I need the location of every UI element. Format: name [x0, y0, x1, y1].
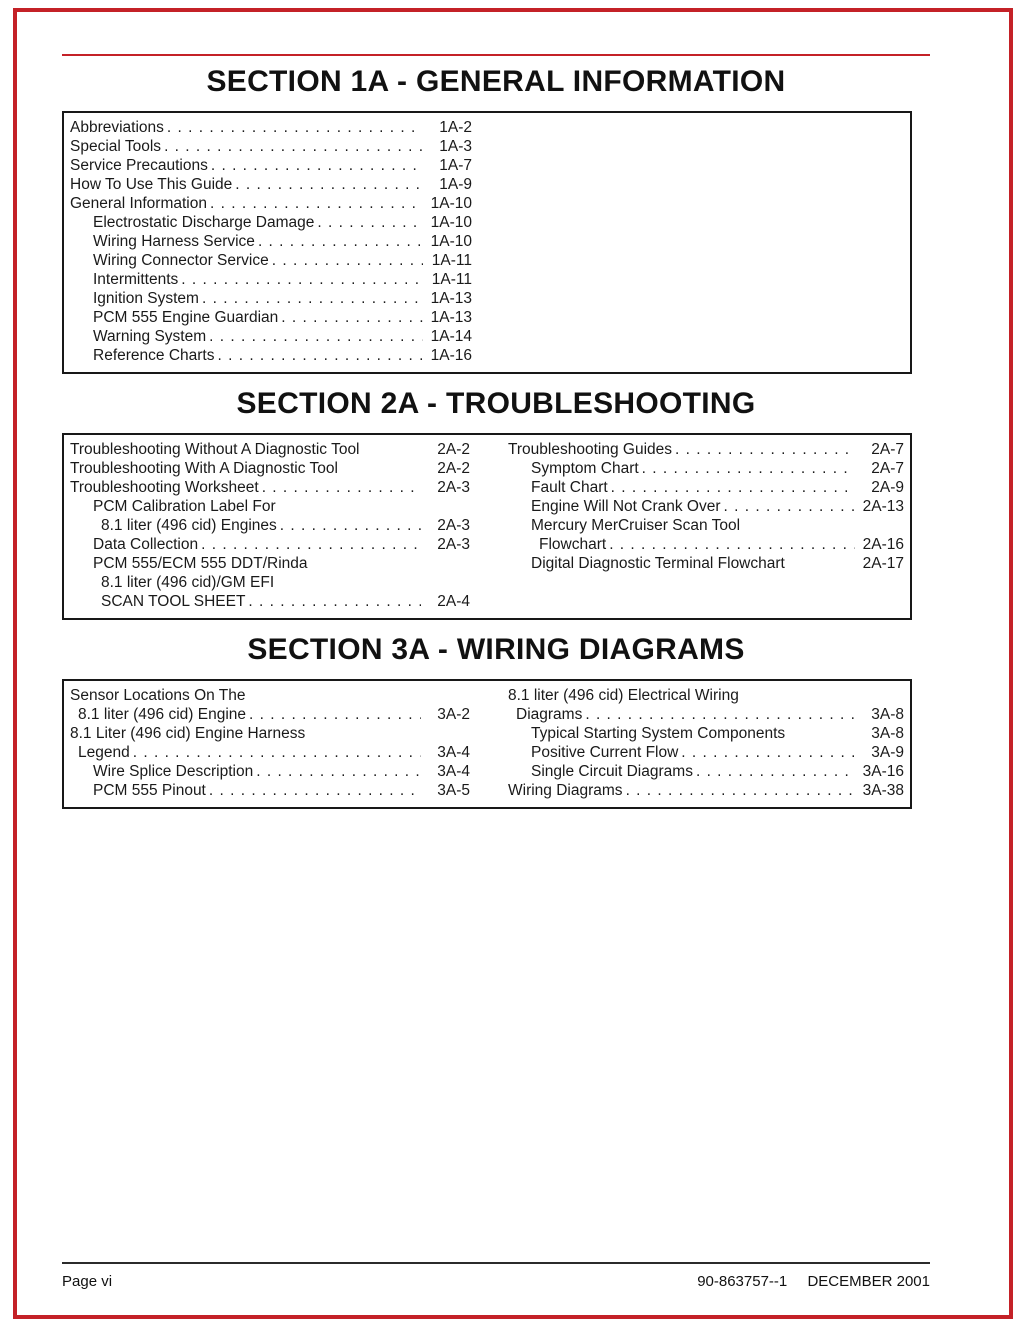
toc-entry-page: 1A-10: [430, 233, 472, 250]
dot-leader: [317, 213, 423, 232]
toc-entry-label: PCM 555 Engine Guardian: [93, 309, 279, 326]
toc-entry: [70, 573, 470, 592]
toc-entry-label: Wiring Connector Service: [93, 252, 269, 269]
dot-leader: [133, 743, 421, 762]
footer-right-group: [697, 1273, 930, 1290]
toc-entry: [508, 554, 904, 573]
dot-leader: [585, 705, 855, 724]
toc-entry: [70, 554, 470, 573]
dot-leader: [609, 535, 855, 554]
toc-entry-page: 2A-7: [871, 460, 904, 477]
dot-leader: [611, 478, 855, 497]
toc-entry: [70, 535, 470, 554]
toc-entry: [70, 194, 472, 213]
toc-entry: [70, 118, 472, 137]
toc-entry-page: 2A-2: [437, 460, 470, 477]
toc-entry-label: Ignition System: [93, 290, 199, 307]
toc-entry-label: 8.1 liter (496 cid) Engine: [78, 706, 247, 723]
toc-entry-page: 3A-8: [871, 706, 904, 723]
toc-entry-label: Symptom Chart: [531, 460, 639, 477]
toc-entry-page: 1A-13: [430, 309, 472, 326]
toc-entry-label: Mercury MerCruiser Scan Tool: [531, 517, 741, 534]
toc-entry-label: 8.1 liter (496 cid) Electrical Wiring: [508, 687, 739, 704]
toc-entry-page: 1A-11: [431, 271, 472, 288]
dot-leader: [181, 270, 423, 289]
toc-entry: [70, 213, 472, 232]
toc-entry: [70, 289, 472, 308]
toc-entry-page: 1A-11: [431, 252, 472, 269]
toc-entry: [70, 762, 470, 781]
toc-entry-page: 3A-9: [871, 744, 904, 761]
toc-entry-label: PCM 555 Pinout: [93, 782, 206, 799]
section-2a-heading: SECTION 2A - TROUBLESHOOTING: [236, 387, 756, 420]
toc-entry-label: Reference Charts: [93, 347, 215, 364]
dot-leader: [642, 459, 855, 478]
toc-entry-page: 2A-2: [437, 441, 470, 458]
section-3a-heading: SECTION 3A - WIRING DIAGRAMS: [247, 633, 745, 666]
toc-entry: [70, 346, 472, 365]
toc-entry-page: 1A-16: [430, 347, 472, 364]
toc-entry: [70, 137, 472, 156]
toc-entry-label: Warning System: [93, 328, 207, 345]
toc-entry: [70, 327, 472, 346]
toc-entry: [70, 497, 470, 516]
toc-entry: [70, 724, 470, 743]
toc-entry-label: Data Collection: [93, 536, 199, 553]
toc-column-3a-left: [70, 686, 470, 800]
toc-entry: [70, 686, 470, 705]
toc-entry: [70, 478, 470, 497]
toc-entry-page: 2A-3: [437, 517, 470, 534]
toc-entry: [70, 251, 472, 270]
toc-entry-page: 2A-4: [437, 593, 470, 610]
toc-entry: [508, 705, 904, 724]
toc-entry-page: 3A-2: [437, 706, 470, 723]
toc-entry: [508, 781, 904, 800]
toc-entry-label: Special Tools: [70, 138, 162, 155]
dot-leader: [262, 478, 421, 497]
dot-leader: [167, 118, 423, 137]
toc-entry-label: PCM Calibration Label For: [93, 498, 276, 515]
toc-entry-page: 3A-38: [862, 782, 904, 799]
dot-leader: [249, 705, 421, 724]
toc-column-2a-right: [508, 440, 904, 611]
toc-entry-page: 3A-16: [862, 763, 904, 780]
dot-leader: [626, 781, 855, 800]
toc-entry-label: Diagrams: [516, 706, 583, 723]
document-content: [62, 0, 930, 809]
toc-entry: [70, 743, 470, 762]
toc-entry-page: 1A-7: [439, 157, 472, 174]
dot-leader: [675, 440, 855, 459]
toc-entry: [70, 459, 470, 478]
toc-entry-label: Service Precautions: [70, 157, 208, 174]
toc-entry: [70, 156, 472, 175]
dot-leader: [235, 175, 423, 194]
toc-entry-page: 2A-3: [437, 536, 470, 553]
toc-column-3a-right: [508, 686, 904, 800]
toc-entry: [70, 592, 470, 611]
toc-entry-page: 1A-9: [439, 176, 472, 193]
dot-leader: [256, 762, 421, 781]
toc-entry-label: Typical Starting System Components: [531, 725, 786, 742]
toc-entry-label: 8.1 liter (496 cid) Engines: [101, 517, 277, 534]
toc-entry: [508, 516, 904, 535]
page-number: Page vi: [62, 1273, 113, 1290]
toc-entry: [508, 440, 904, 459]
document-date: DECEMBER 2001: [807, 1273, 930, 1290]
toc-entry-label: Troubleshooting With A Diagnostic Tool: [70, 460, 338, 477]
toc-entry-label: Fault Chart: [531, 479, 608, 496]
toc-entry: [508, 743, 904, 762]
document-number: 90-863757--1: [697, 1273, 788, 1290]
header-rule: [62, 54, 930, 56]
toc-entry-page: 1A-14: [430, 328, 472, 345]
dot-leader: [681, 743, 855, 762]
toc-entry-label: Troubleshooting Worksheet: [70, 479, 259, 496]
toc-entry-label: Single Circuit Diagrams: [531, 763, 693, 780]
toc-entry-label: Flowchart: [539, 536, 607, 553]
toc-entry-page: 2A-16: [862, 536, 904, 553]
toc-entry-label: PCM 555/ECM 555 DDT/Rinda: [93, 555, 308, 572]
toc-entry-label: Electrostatic Discharge Damage: [93, 214, 315, 231]
dot-leader: [281, 308, 423, 327]
toc-entry-label: Legend: [78, 744, 130, 761]
toc-entry-page: 1A-10: [430, 214, 472, 231]
toc-entry: [70, 270, 472, 289]
dot-leader: [272, 251, 423, 270]
toc-entry-page: 1A-13: [430, 290, 472, 307]
toc-entry-label: Troubleshooting Without A Diagnostic Tool: [70, 441, 360, 458]
toc-entry-page: 1A-2: [439, 119, 472, 136]
dot-leader: [164, 137, 423, 156]
toc-entry-label: 8.1 liter (496 cid)/GM EFI: [101, 574, 275, 591]
toc-entry: [508, 724, 904, 743]
section-1a-contents-box: [62, 111, 912, 374]
toc-entry: [70, 440, 470, 459]
toc-entry-label: General Information: [70, 195, 207, 212]
toc-entry-page: 2A-17: [862, 555, 904, 572]
toc-entry: [508, 459, 904, 478]
toc-entry-label: Troubleshooting Guides: [508, 441, 672, 458]
toc-entry-label: Abbreviations: [70, 119, 164, 136]
section-3a-contents-box: [62, 679, 912, 809]
dot-leader: [202, 289, 423, 308]
toc-entry: [70, 308, 472, 327]
toc-entry: [508, 497, 904, 516]
dot-leader: [201, 535, 421, 554]
toc-column-2a-left: [70, 440, 470, 611]
dot-leader: [209, 781, 421, 800]
section-1a-heading: SECTION 1A - GENERAL INFORMATION: [206, 65, 786, 98]
dot-leader: [248, 592, 421, 611]
toc-entry-label: Sensor Locations On The: [70, 687, 246, 704]
dot-leader: [724, 497, 855, 516]
section-2a-contents-box: [62, 433, 912, 620]
toc-entry-label: Wire Splice Description: [93, 763, 254, 780]
dot-leader: [210, 194, 423, 213]
toc-entry-page: 1A-10: [430, 195, 472, 212]
toc-entry-label: How To Use This Guide: [70, 176, 233, 193]
toc-entry-page: 1A-3: [439, 138, 472, 155]
toc-entry-page: 2A-3: [437, 479, 470, 496]
toc-entry: [508, 478, 904, 497]
toc-entry-page: 2A-13: [862, 498, 904, 515]
dot-leader: [209, 327, 423, 346]
toc-entry-label: Wiring Diagrams: [508, 782, 623, 799]
dot-leader: [696, 762, 855, 781]
toc-entry-label: Digital Diagnostic Terminal Flowchart: [531, 555, 785, 572]
page-footer: [62, 1262, 930, 1290]
toc-entry: [508, 762, 904, 781]
toc-entry: [70, 175, 472, 194]
toc-entry: [70, 781, 470, 800]
toc-entry: [508, 686, 904, 705]
toc-entry-page: 3A-4: [437, 763, 470, 780]
toc-entry: [508, 535, 904, 554]
toc-entry-label: SCAN TOOL SHEET: [101, 593, 246, 610]
toc-entry-label: 8.1 Liter (496 cid) Engine Harness: [70, 725, 306, 742]
toc-entry-page: 3A-8: [871, 725, 904, 742]
toc-entry-page: 3A-4: [437, 744, 470, 761]
toc-entry-label: Wiring Harness Service: [93, 233, 255, 250]
toc-entry-label: Positive Current Flow: [531, 744, 679, 761]
dot-leader: [211, 156, 423, 175]
dot-leader: [258, 232, 423, 251]
dot-leader: [280, 516, 421, 535]
toc-entry-label: Engine Will Not Crank Over: [531, 498, 721, 515]
toc-entry-page: 2A-7: [871, 441, 904, 458]
toc-entry: [70, 232, 472, 251]
toc-entry: [70, 516, 470, 535]
toc-entry: [70, 705, 470, 724]
toc-entry-label: Intermittents: [93, 271, 179, 288]
toc-entry-page: 2A-9: [871, 479, 904, 496]
dot-leader: [217, 346, 423, 365]
toc-entry-page: 3A-5: [437, 782, 470, 799]
toc-column-1a: [70, 118, 472, 365]
